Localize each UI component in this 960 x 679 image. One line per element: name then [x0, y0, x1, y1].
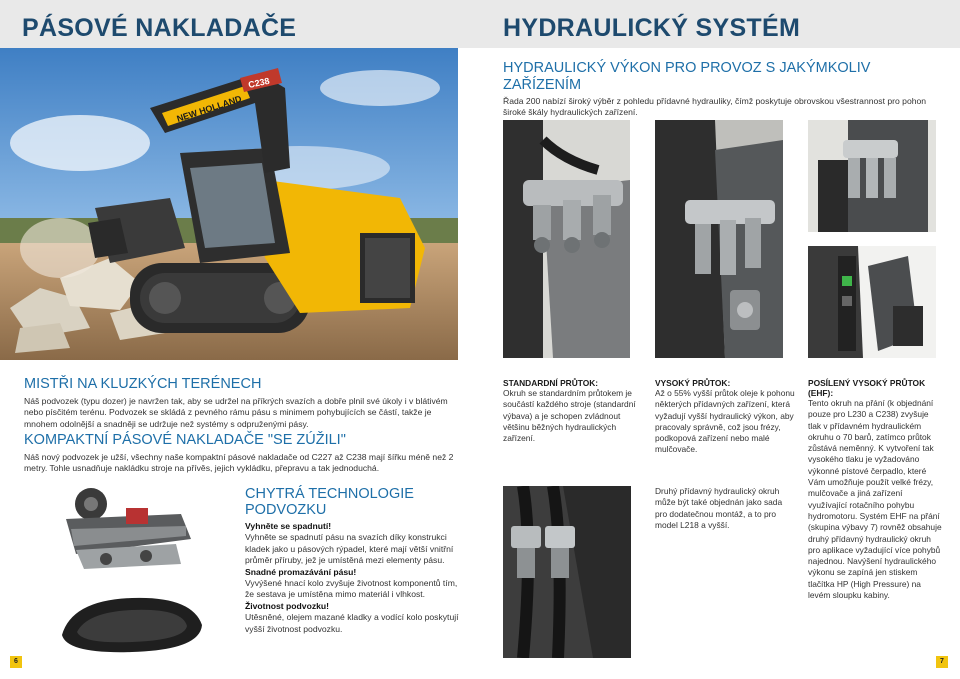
section-intro-hydraulic: Řada 200 nabízí široký výběr z pohledu přídavné hydrauliky, čímž poskytuje obrovskou všestrannost pro pohon široké škály hydraulických zařízení. — [503, 96, 927, 118]
drive-sprocket-roller-photo — [56, 484, 194, 574]
standard-flow-text: Okruh se standardním průtokem je součástí každého stroje (standardní výbava) a je schopen zvládnout většinu běžných hydraulických zařízení. — [503, 388, 636, 444]
page-title-left: PÁSOVÉ NAKLADAČE — [22, 14, 297, 42]
hydraulic-coupler-photo-3 — [808, 120, 936, 232]
chytra-bold-1: Vyhněte se spadnutí! — [245, 521, 332, 531]
section-text-kompaktni: Náš nový podvozek je užší, všechny naše kompaktní pásové nakladače od C227 až C238 mají šířku méně než 2 metry. Tohle usnadňuje nakládku stroje na přívěs, jejich vykládku, přepravu a tak jednoduchá. — [24, 452, 454, 474]
page-title-right: HYDRAULICKÝ SYSTÉM — [503, 14, 801, 42]
page-number-left: 6 — [10, 656, 22, 668]
section-text-chytra — [245, 521, 465, 635]
section-title-kompaktni: KOMPAKTNÍ PÁSOVÉ NAKLADAČE "SE ZÚŽILI" — [24, 432, 346, 448]
brand-label: NEW HOLLAND — [175, 93, 243, 124]
model-label: C238 — [247, 75, 271, 90]
high-flow-title: VYSOKÝ PRŮTOK: — [655, 378, 731, 388]
ehf-title: POSÍLENÝ VYSOKÝ PRŮTOK (EHF): — [808, 378, 926, 398]
high-flow-text-2: Druhý přídavný hydraulický okruh může být také objednán jako sada pro dodatečnou montáž, a to pro model L218 a vyšší. — [655, 486, 783, 530]
column-high-flow — [655, 378, 795, 456]
column-high-flow-extra — [655, 486, 795, 531]
section-title-hydraulic: HYDRAULICKÝ VÝKON PRO PROVOZ S JAKÝMKOLIV ZAŘÍZENÍM — [503, 60, 871, 93]
track-loader-photo — [0, 48, 458, 360]
cab-pillar-button-photo — [808, 246, 936, 358]
high-flow-text: Až o 55% vyšší průtok oleje k pohonu některých přídavných zařízení, která vyžadují vyšší hydraulický výkon, aby pracovaly správně, což jsou frézy, podkopová zařízení nebo malé mulčovače. — [655, 388, 795, 455]
hydraulic-hoses-photo — [503, 486, 631, 658]
section-title-mistri: MISTŘI NA KLUZKÝCH TERÉNECH — [24, 376, 262, 392]
column-standard-flow — [503, 378, 643, 444]
standard-flow-title: STANDARDNÍ PRŮTOK: — [503, 378, 599, 388]
ehf-text: Tento okruh na přání (k objednání pouze pro L230 a C238) zvyšuje tlak v přídavném hydraulickém okruhu o 70 barů, zatímco průtok zůstává neměnný. K vytvoření tak vysokého tlaku je vyžadováno výkonné pístové čerpadlo, které Vám umožňuje použít velké frézy, mulčovače a jiná zařízení využívající rotačního pohybu hydromotoru. Systém EHF na přání (skupina výbavy 7) rovněž obsahuje druhý přídavný hydraulický okruh pro aplikace vyžadující více pohybů najednou. Navýšení hydraulického výkonu se zapíná jen stiskem tlačítka HP (High Pressure) na levém sloupku kabiny. — [808, 398, 942, 601]
chytra-text-3: Utěsněné, olejem mazané kladky a vodící kolo poskytují vyšší životnost podvozku. — [245, 612, 459, 634]
chytra-text-1: Vyhněte se spadnutí pásu na svazích díky konstrukci kladek jako u pásových rýpadel, které mají větší vnitřní průměr příruby, jež je umístěná mezi elementy pásu. — [245, 532, 454, 566]
chytra-bold-2: Snadné promazávání pásu! — [245, 566, 357, 577]
column-ehf — [808, 378, 942, 601]
rubber-track-photo — [52, 590, 210, 660]
chytra-text-2: Vyvýšené hnací kolo zvyšuje životnost komponentů tím, že sestava je umístěna mimo materiál i vlhkost. — [245, 578, 458, 600]
section-text-mistri: Náš podvozek (typu dozer) je navržen tak, aby se udržel na příkrých svazích a dobře plnil své úkoly i v blátivém nebo písčitém terénu. Podvozek se skládá z pevného rámu pásu s minimem pohybujících se částí, takže je mnohem odolnější a snadněji se udržuje než systémy s odpruženými pásy. — [24, 396, 448, 429]
page-number-right: 7 — [936, 656, 948, 668]
hydraulic-coupler-photo-2 — [655, 120, 783, 358]
hydraulic-coupler-photo-1 — [503, 120, 630, 358]
section-title-chytra: CHYTRÁ TECHNOLOGIE PODVOZKU — [245, 486, 414, 518]
chytra-bold-3: Životnost podvozku! — [245, 600, 330, 611]
